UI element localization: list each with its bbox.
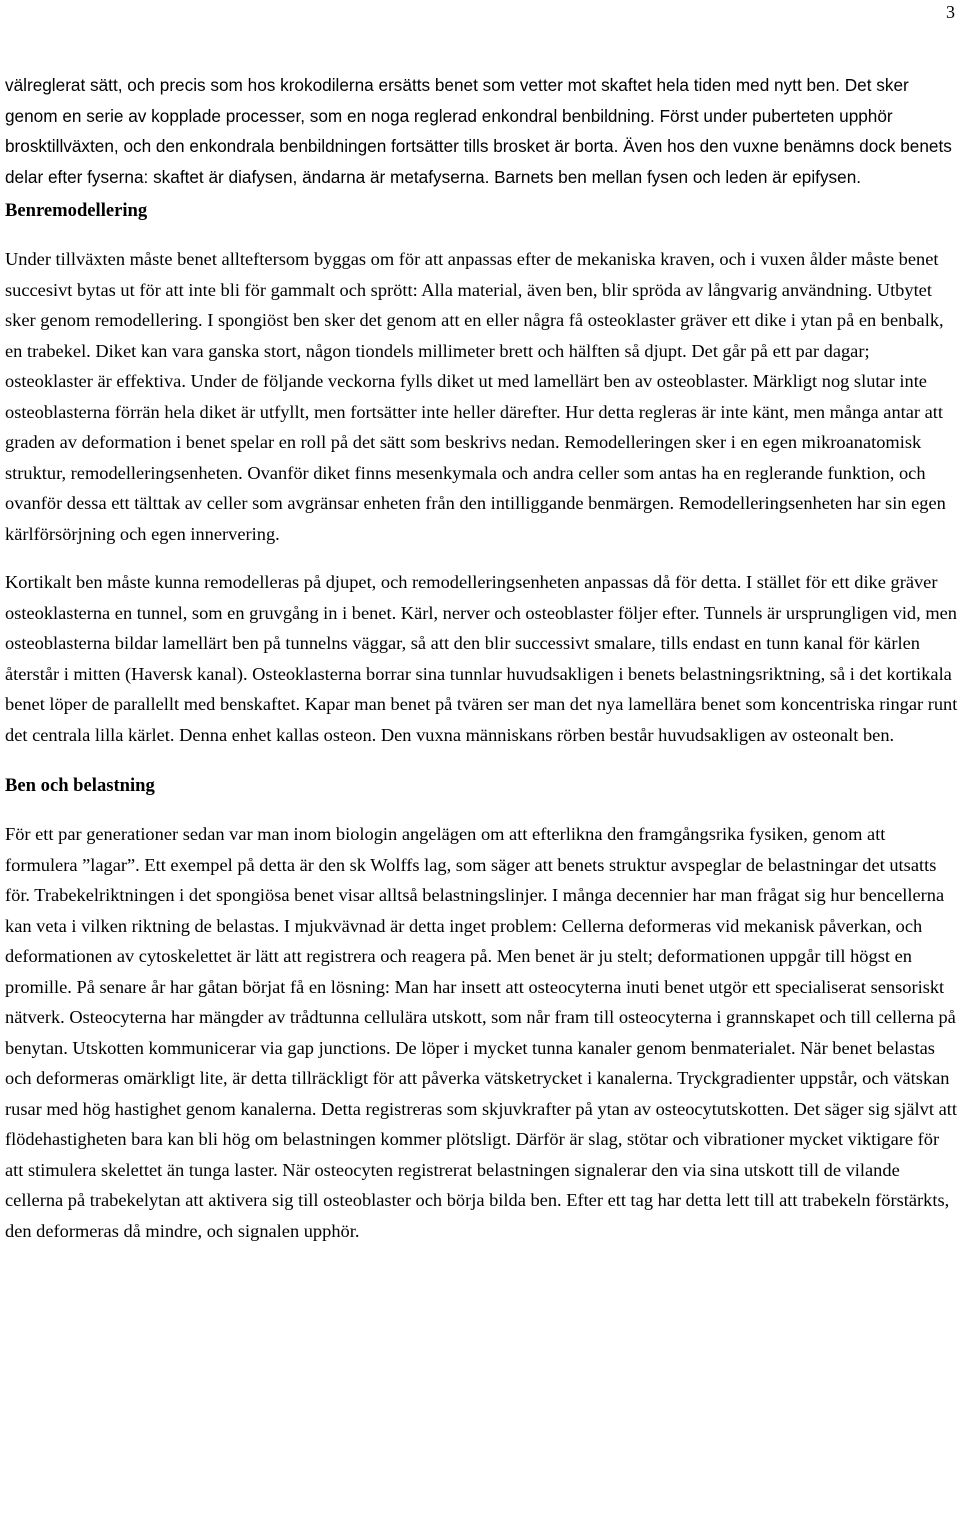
page-number: 3	[946, 2, 955, 22]
section-heading-benremodellering: Benremodellering	[5, 200, 148, 221]
remodeling-paragraph-2: Kortikalt ben måste kunna remodelleras på djupet, och remodelleringsenheten anpassas då för detta. I stället för ett dike gräver osteoklasterna en tunnel, som en gruvgång in i benet. Kärl, nerver och osteoblaster följer efter. Tunnels är ursprungligen vid, men osteoblasterna bildar lamellärt ben på tunnelns väggar, så att den blir successivt smalare, tills endast en tunn kanal för kärlen återstår i mitten (Haversk kanal). Osteoklasterna borrar sina tunnlar huvudsakligen i benets belastningsriktning, så i det kortikala benet löper de parallellt med benskaftet. Kapar man benet på tvären ser man det nya lamellära benet som koncentriska ringar runt det centrala lilla kärlet. Denna enhet kallas osteon. Den vuxna människans rörben består huvudsakligen av osteonalt ben.	[5, 572, 958, 745]
document-body	[5, 70, 960, 1246]
remodeling-paragraph-1: Under tillväxten måste benet allteftersom byggas om för att anpassas efter de mekaniska kraven, och i vuxen ålder måste benet succesivt bytas ut för att inte bli för gammalt och sprött: Alla material, även ben, blir spröda av långvarig användning. Utbytet sker genom remodellering. I spongiöst ben sker det genom att en eller några få osteoklaster gräver ett dike i ytan på en benbalk, en trabekel. Diket kan vara ganska stort, någon tiondels millimeter brett och hälften så djupt. Det går på ett par dagar; osteoklaster är effektiva. Under de följande veckorna fylls diket ut med lamellärt ben av osteoblaster. Märkligt nog slutar inte osteoblasterna förrän hela diket är utfyllt, men fortsätter inte heller därefter. Hur detta regleras är inte känt, men många antar att graden av deformation i benet spelar en roll på det sätt som beskrivs nedan. Remodelleringen sker i en egen mikroanatomisk struktur, remodelleringsenheten. Ovanför diket finns mesenkymala och andra celler som antas ha en reglerande funktion, och ovanför dessa ett tälttak av celler som avgränsar enheten från den intilliggande benmärgen. Remodelleringsenheten har sin egen kärlförsörjning och egen innervering.	[5, 249, 946, 544]
spacer	[5, 801, 960, 819]
section-heading-ben-och-belastning: Ben och belastning	[5, 775, 155, 796]
spacer	[5, 226, 960, 244]
spacer	[5, 750, 960, 771]
intro-paragraph: välreglerat sätt, och precis som hos krokodilerna ersätts benet som vetter mot skaftet hela tiden med nytt ben. Det sker genom en serie av kopplade processer, som en noga reglerad enkondral benbildning. Först under puberteten upphör brosktillväxten, och den enkondrala benbildningen fortsätter tills brosket är borta. Även hos den vuxne benämns dock benets delar efter fyserna: skaftet är diafysen, ändarna är metafyserna. Barnets ben mellan fysen och leden är epifysen.	[5, 75, 952, 187]
load-paragraph: För ett par generationer sedan var man inom biologin angelägen om att efterlikna den framgångsrika fysiken, genom att formulera ”lagar”. Ett exempel på detta är den sk Wolffs lag, som säger att benets struktur avspeglar de belastningar det utsatts för. Trabekelriktningen i det spongiösa benet visar alltså belastningslinjer. I många decennier har man frågat sig hur bencellerna kan veta i vilken riktning de belastas. I mjukvävnad är detta inget problem: Cellerna deformeras vid mekanisk påverkan, och deformationen av cytoskelettet är lätt att registrera och reagera på. Men benet är ju stelt; deformationen uppgår till högst en promille. På senare år har gåtan börjat få en lösning: Man har insett att osteocyterna inuti benet utgör ett specialiserat sensoriskt nätverk. Osteocyterna har mängder av trådtunna cellulära utskott, som når fram till osteocyterna i grannskapet och till cellerna på benytan. Utskotten kommunicerar via gap junctions. De löper i mycket tunna kanaler genom benmaterialet. När benet belastas och deformeras omärkligt lite, är detta tillräckligt för att påverka vätsketrycket i kanalerna. Tryckgradienter uppstår, och vätskan rusar med hög hastighet genom kanalerna. Detta registreras som skjuvkrafter på ytan av osteocytutskotten. Det säger sig självt att flödehastigheten bara kan bli hög om belastningen kommer plötsligt. Därför är slag, stötar och vibrationer mycket viktigare för att stimulera skelettet än tunga laster. När osteocyten registrerat belastningen signalerar den via sina utskott till de vilande cellerna på trabekelytan att aktivera sig till osteoblaster och börja bilda ben. Efter ett tag har detta lett till att trabekeln förstärkts, den deformeras då mindre, och signalen upphör.	[5, 824, 957, 1241]
spacer	[5, 549, 960, 567]
